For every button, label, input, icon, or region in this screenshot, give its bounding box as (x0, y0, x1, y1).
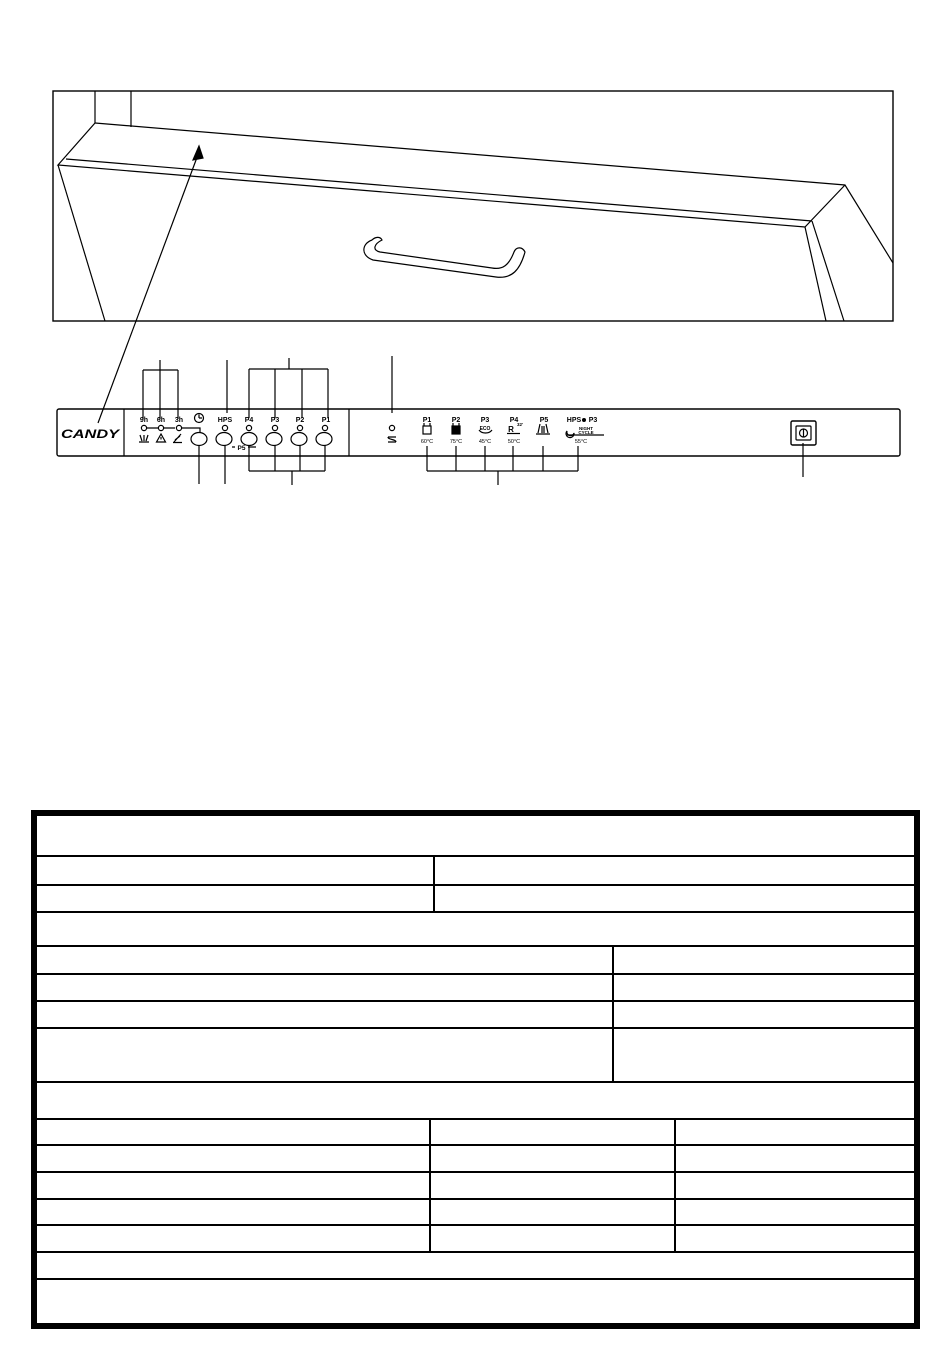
callout-program-buttons (249, 445, 325, 485)
callout-delay (143, 360, 178, 419)
spec-divider (674, 1146, 676, 1171)
spec-row (37, 975, 914, 1002)
p3-button[interactable] (266, 433, 282, 446)
spec-row (37, 947, 914, 975)
led-p1 (322, 425, 327, 430)
salt-level-icon (388, 437, 396, 442)
spec-row (37, 1002, 914, 1029)
night-label-2: CYCLE (578, 430, 594, 435)
program-label-p1: P1 (321, 417, 331, 424)
cycle-label-p5: P5 (539, 417, 549, 424)
cycle-label-p2: P2 (451, 417, 461, 424)
salt-indicator-icon (139, 435, 149, 442)
led-6h (158, 425, 163, 430)
program-label-p2: P2 (295, 417, 305, 424)
led-3h (176, 425, 181, 430)
led-9h (141, 425, 146, 430)
door-lip-inner (66, 159, 812, 221)
led-p4 (246, 425, 251, 430)
delay-label-9h: 9h (139, 417, 149, 424)
led-p3 (272, 425, 277, 430)
spec-row-header (37, 816, 914, 857)
callout-cycle-table (427, 446, 578, 485)
spec-divider (612, 1002, 614, 1027)
spec-row (37, 1120, 914, 1146)
spec-row (37, 1029, 914, 1083)
spec-divider (612, 1029, 614, 1081)
night-label-1: NIGHT (579, 426, 593, 431)
power-button[interactable] (791, 421, 816, 445)
delay-button[interactable] (191, 433, 207, 446)
spec-divider (429, 1200, 431, 1224)
pointer-arrow (98, 146, 203, 423)
spec-divider (612, 975, 614, 1000)
clock-icon (195, 414, 204, 423)
delay-led-connector (147, 428, 200, 433)
cycle-label-p4: P4 (509, 417, 519, 424)
cycle-temp-p4: 50°C (507, 439, 521, 445)
p1-button[interactable] (316, 433, 332, 446)
program-label-p3: P3 (270, 417, 280, 424)
spec-row-section (37, 1083, 914, 1120)
door-right-edge (805, 221, 844, 321)
rinse-aid-icon (173, 434, 182, 443)
panel-strip (57, 409, 900, 456)
spec-divider (612, 947, 614, 973)
cycle-temp-p3: 45°C (478, 439, 492, 445)
rapid-superscript: 32' (516, 422, 524, 427)
cycle-temp-hps: 55°C (574, 439, 588, 445)
led-salt (389, 425, 394, 430)
spec-divider (433, 857, 435, 884)
cycle-label-p3: P3 (480, 417, 490, 424)
cycle-temp-p1: 60°C (420, 439, 434, 445)
spec-row (37, 1173, 914, 1200)
power-icon (800, 429, 808, 437)
heavy-pot-icon (452, 423, 460, 434)
side-panel-left (95, 91, 131, 127)
p2-button[interactable] (291, 433, 307, 446)
pan-icon (423, 423, 431, 434)
spec-divider (429, 1173, 431, 1198)
spec-divider (674, 1226, 676, 1251)
spec-row (37, 1253, 914, 1280)
spec-row (37, 857, 914, 886)
spec-row-section (37, 913, 914, 947)
spec-row (37, 1146, 914, 1173)
eco-label: ECO (479, 426, 491, 432)
delay-label-6h: 6h (156, 417, 166, 424)
spec-divider (674, 1173, 676, 1198)
hps-plus-dot (582, 418, 586, 422)
control-panel (57, 356, 900, 485)
spec-divider (429, 1226, 431, 1251)
p5-combo-label: P5 (237, 445, 246, 452)
door-handle (364, 237, 525, 277)
spec-row (37, 886, 914, 913)
spec-divider (674, 1120, 676, 1144)
hps-button[interactable] (216, 433, 232, 446)
delay-label-3h: 3h (174, 417, 184, 424)
spec-row (37, 1200, 914, 1226)
hps-label: HPS (217, 417, 233, 424)
brand-logo: CANDY (61, 429, 121, 441)
glass-icon (536, 424, 550, 434)
led-hps (222, 425, 227, 430)
cycle-temp-p2: 75°C (449, 439, 463, 445)
spec-table (31, 810, 920, 1329)
cycle-label-hps: HPS (566, 417, 582, 424)
rapid-icon-letter: R (508, 425, 514, 434)
spec-row-footer (37, 1280, 914, 1323)
p4-button[interactable] (241, 433, 257, 446)
warning-icon (157, 434, 166, 442)
door-top-edge (95, 123, 893, 263)
door-left-edge (58, 165, 105, 321)
spec-row (37, 1226, 914, 1253)
cycle-label-hps-p3: P3 (588, 417, 598, 424)
spec-divider (674, 1200, 676, 1224)
spec-divider (429, 1146, 431, 1171)
cycle-label-p1: P1 (422, 417, 432, 424)
led-p2 (297, 425, 302, 430)
spec-divider (429, 1120, 431, 1144)
spec-divider (433, 886, 435, 911)
program-label-p4: P4 (244, 417, 254, 424)
